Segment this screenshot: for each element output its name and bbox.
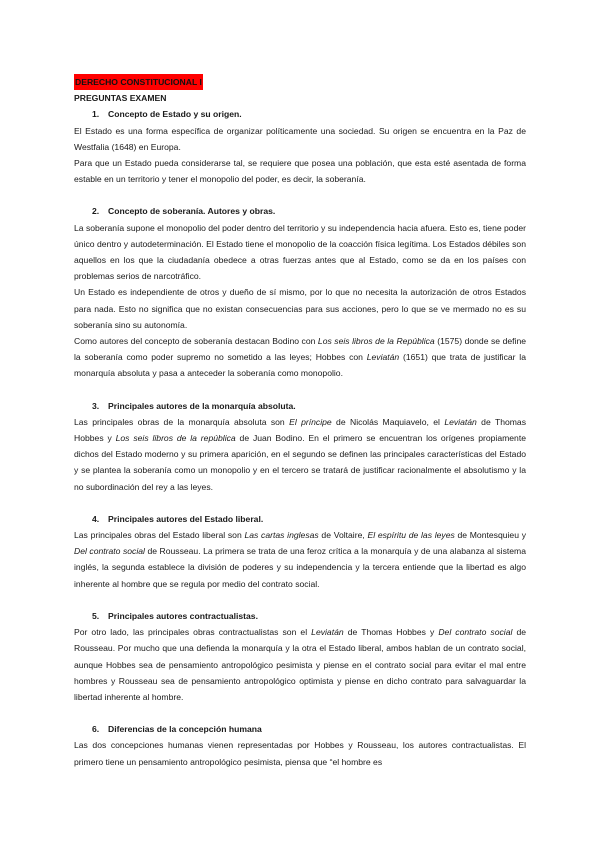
document-title: DERECHO CONSTITUCIONAL I (74, 74, 203, 90)
body-paragraph (74, 414, 526, 495)
italic-title-text: El espíritu de las leyes (367, 530, 455, 541)
text-run: La soberanía supone el monopolio del poder dentro del territorio y su independencia hacia afuera. Esto es, tiene poder único dentro y autodeterminación. El Estado tiene el monopolio de la coacción física legítima. Los Estados débiles son aquellos en los que la ciudadanía obedece a otras fuerzas antes que al Estado, como se da en los países con problemas serios de narcotráfico. (74, 222, 526, 282)
text-run: Las dos concepciones humanas vienen representadas por Hobbes y Rousseau, los autores contractualistas. El primero tiene un pensamiento antropológico pesimista, piensa que “el hombre es (74, 740, 526, 767)
section-title: Principales autores de la monarquía absoluta. (108, 400, 296, 411)
italic-title-text: Leviatán (366, 352, 400, 363)
body-paragraph (74, 220, 526, 285)
text-run: de Montesquieu y (454, 530, 526, 541)
body-paragraph (74, 527, 526, 592)
text-run: (1575) donde se define la soberanía como poder supremo no sometido a las leyes; Hobbes con (74, 336, 527, 363)
body-paragraph (74, 123, 526, 155)
italic-title-text: Los seis libros de la república (115, 433, 236, 444)
italic-title-text: Leviatán (444, 416, 477, 427)
text-run: Un Estado es independiente de otros y dueño de sí mismo, por lo que no necesita la autorización de otros Estados para nada. Esto no significa que no existan consecuencias para sus acciones, pero lo que se ve mermado no es su soberanía sino su autonomía. (74, 287, 526, 330)
body-paragraph (74, 624, 526, 705)
text-run: El Estado es una forma específica de organizar políticamente una sociedad. Su origen se encuentra en la Paz de Westfalia (1648) en Europa. (74, 125, 526, 152)
text-run: de Juan Bodino. En el primero se encuentran los orígenes propiamente dichos del Estado moderno y su primera aparición, en el segundo se definen las principales características del Estado y se plantea la soberanía como un monopolio y en el tercero se tratará de justificar racionalmente el absolutismo y la no subordinación del rey a las leyes. (74, 433, 527, 492)
section-number: 2. (92, 206, 100, 217)
section-number: 5. (92, 610, 100, 621)
body-paragraph (74, 155, 526, 187)
section-number: 1. (92, 109, 100, 120)
body-paragraph (74, 737, 526, 769)
section-heading (74, 106, 526, 122)
sections-container (74, 106, 526, 769)
section-spacer (74, 705, 526, 721)
page-content (74, 74, 526, 770)
text-run: de Thomas Hobbes y (74, 416, 527, 444)
text-run: de Voltaire, (318, 530, 368, 541)
section-number: 6. (92, 724, 100, 735)
section-spacer (74, 187, 526, 203)
section-heading (74, 721, 526, 737)
section-spacer (74, 592, 526, 608)
text-run: Las principales obras del Estado liberal son (74, 530, 245, 541)
text-run: de Rousseau. Por mucho que una defienda la monarquía y la otra el Estado liberal, ambos hablan de un contrato social, aunque Hobbes sea de pensamiento antropológico pesimista y piense en el contrato social para evitar el mal entre hombres y Rousseau sea de pensamiento antropológico optimista y piense en dicho contrato para salvaguardar la libertad inherente al hombre. (74, 627, 527, 702)
section-title: Principales autores del Estado liberal. (108, 513, 264, 524)
section-title: Concepto de Estado y su origen. (108, 109, 242, 120)
italic-title-text: Del contrato social (438, 627, 513, 638)
section-heading (74, 608, 526, 624)
section-title: Principales autores contractualistas. (108, 610, 258, 621)
text-run: de Thomas Hobbes y (343, 627, 439, 638)
section-spacer (74, 495, 526, 511)
section-number: 3. (92, 400, 100, 411)
italic-title-text: El príncipe (289, 416, 332, 427)
italic-title-text: Leviatán (311, 627, 344, 638)
text-run: Por otro lado, las principales obras contractualistas son el (74, 627, 312, 638)
text-run: de Nicolás Maquiavelo, el (331, 416, 445, 427)
body-paragraph (74, 284, 526, 333)
section-heading (74, 511, 526, 527)
section-spacer (74, 382, 526, 398)
text-run: Las principales obras de la monarquía absoluta son (74, 416, 290, 427)
section-heading (74, 398, 526, 414)
document-subtitle: PREGUNTAS EXAMEN (74, 93, 167, 104)
section-number: 4. (92, 513, 100, 524)
italic-title-text: Del contrato social (74, 546, 145, 557)
italic-title-text: Los seis libros de la República (317, 336, 435, 347)
section-heading (74, 203, 526, 219)
section-title: Concepto de soberanía. Autores y obras. (108, 206, 276, 217)
text-run: (1651) que trata de justificar la monarquía absoluta y pasa a anteceder la soberanía como monopolio. (74, 352, 526, 379)
text-run: Para que un Estado pueda considerarse tal, se requiere que posea una población, que esta esté asentada de forma estable en un territorio y tener el monopolio del poder, es decir, la soberanía. (74, 158, 526, 185)
italic-title-text: Las cartas inglesas (244, 530, 319, 541)
text-run: Como autores del concepto de soberanía destacan Bodino con (74, 336, 318, 347)
section-title: Diferencias de la concepción humana (108, 724, 262, 735)
body-paragraph (74, 333, 526, 382)
text-run: de Rousseau. La primera se trata de una feroz crítica a la monarquía y de una alabanza al sistema inglés, la segunda establece la división de poderes y su independencia y la tercera entiende que la libertad es algo inherente al hombre que se regula por medio del contrato social. (74, 546, 526, 589)
